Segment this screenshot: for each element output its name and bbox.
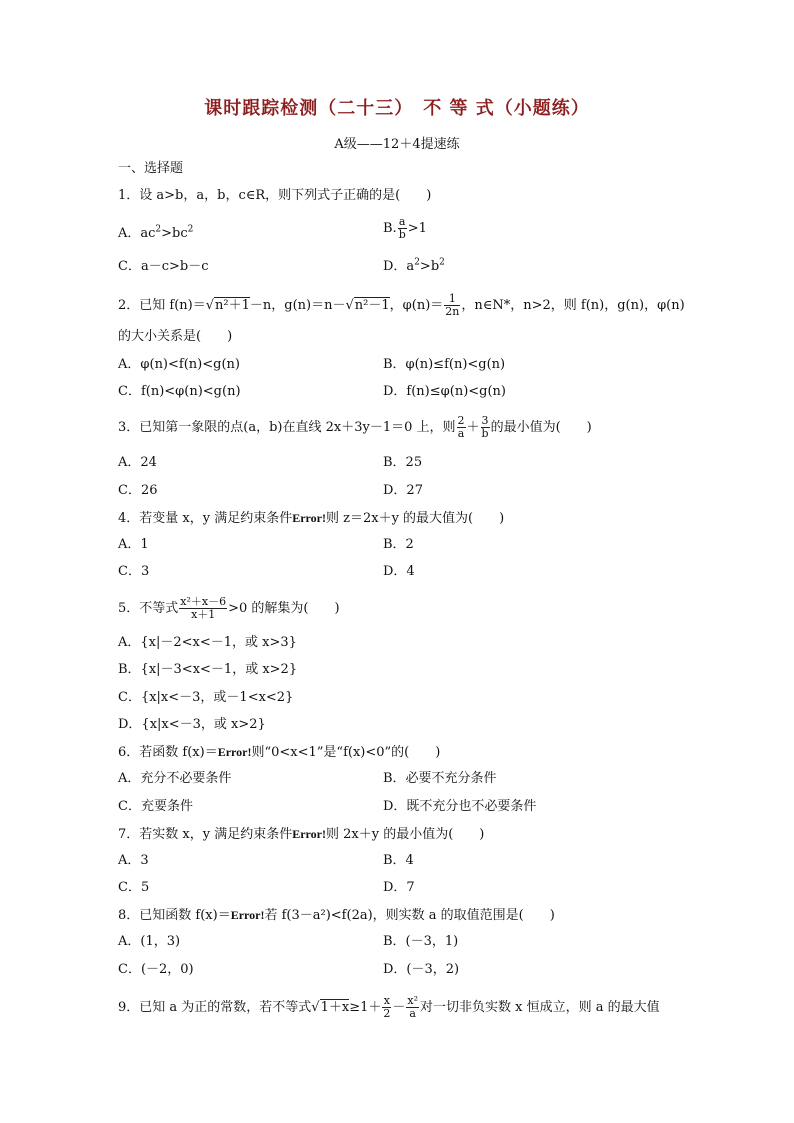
- question-1-option-d: D．$a^2>b^2$: [383, 257, 445, 274]
- question-8-option-a: A．(1，3): [118, 934, 181, 949]
- question-6-stem: 6．若函数 f(x)＝Error!则“0<x<1”是“f(x)<0”的( ): [118, 745, 441, 760]
- question-5-option-c: C．{x|x<－3，或－1<x<2}: [118, 690, 294, 705]
- question-6-option-d: D．既不充分也不必要条件: [383, 799, 537, 814]
- question-6-option-b: B．必要不充分条件: [383, 771, 497, 786]
- question-8-option-d: D．(－3，2): [383, 962, 460, 977]
- question-8-stem: 8．已知函数 f(x)＝Error!若 f(3－a²)<f(2a)，则实数 a 的取值范围是( ): [118, 908, 555, 923]
- question-3-option-d: D．27: [383, 483, 423, 498]
- question-4-option-d: D．4: [383, 564, 415, 579]
- question-7-option-a: A．3: [118, 853, 149, 868]
- question-4-option-b: B．2: [383, 537, 414, 552]
- question-2-stem-line2: 的大小关系是( ): [118, 329, 233, 344]
- question-3-stem: 3．已知第一象限的点(a，b)在直线 2x＋3y－1＝0 上，则 $\frac{2}{a}$ ＋ $\frac{3}{b}$ 的最小值为( ): [118, 414, 592, 440]
- question-8-option-c: C．(－2，0): [118, 962, 194, 977]
- question-2-option-d: D．f(n)≤φ(n)<g(n): [383, 384, 506, 399]
- question-5-stem: 5．不等式 $\frac{\text{x²＋x－6}}{x+1}$ >0 的解集为( ): [118, 595, 340, 621]
- question-8-option-b: B．(－3，1): [383, 934, 459, 949]
- page-subtitle: A级——12＋4提速练: [334, 137, 460, 152]
- question-1-option-a: A．$ac^2>bc^2$: [118, 224, 194, 241]
- section-heading: 一、选择题: [118, 161, 184, 176]
- question-9-stem: 9．已知 a 为正的常数，若不等式√1＋x≥1＋ $\frac{x}{2}$ － $\frac{\text{x²}}{a}$ 对一切非负实数 x 恒成立，则 a 的最大值: [118, 994, 660, 1020]
- question-1-stem: 1．设 a>b，a，b，c∈R，则下列式子正确的是( ): [118, 188, 432, 203]
- question-5-option-b: B．{x|－3<x<－1，或 x>2}: [118, 662, 298, 677]
- question-7-option-d: D．7: [383, 880, 415, 895]
- question-2-option-b: B．φ(n)≤f(n)<g(n): [383, 357, 506, 372]
- question-6-option-a: A．充分不必要条件: [118, 771, 232, 786]
- question-2-option-c: C．f(n)<φ(n)<g(n): [118, 384, 241, 399]
- question-1-option-c: C．a－c>b－c: [118, 259, 209, 274]
- question-4-option-c: C．3: [118, 564, 150, 579]
- question-5-option-a: A．{x|－2<x<－1，或 x>3}: [118, 635, 297, 650]
- question-4-stem: 4．若变量 x，y 满足约束条件Error!则 z＝2x＋y 的最大值为( ): [118, 511, 505, 526]
- page-title: 课时跟踪检测（二十三） 不 等 式（小题练）: [204, 98, 590, 119]
- question-6-option-c: C．充要条件: [118, 799, 193, 814]
- question-2-option-a: A．φ(n)<f(n)<g(n): [118, 357, 240, 372]
- question-3-option-a: A．24: [118, 455, 157, 470]
- question-5-option-d: D．{x|x<－3，或 x>2}: [118, 717, 266, 732]
- question-4-option-a: A．1: [118, 537, 149, 552]
- question-7-option-c: C．5: [118, 880, 150, 895]
- question-7-option-b: B．4: [383, 853, 414, 868]
- question-3-option-b: B．25: [383, 455, 423, 470]
- question-3-option-c: C．26: [118, 483, 158, 498]
- question-1-option-b: B. $\frac{a}{b}$ >1: [383, 215, 427, 241]
- question-2-stem: 2．已知 f(n)＝√n²＋1－n，g(n)＝n－√n²－1，φ(n)＝ $\frac{1}{2n}$ ，n∈N*，n>2，则 f(n)，g(n)，φ(n): [118, 292, 685, 318]
- question-7-stem: 7．若实数 x，y 满足约束条件Error!则 2x＋y 的最小值为( ): [118, 827, 485, 842]
